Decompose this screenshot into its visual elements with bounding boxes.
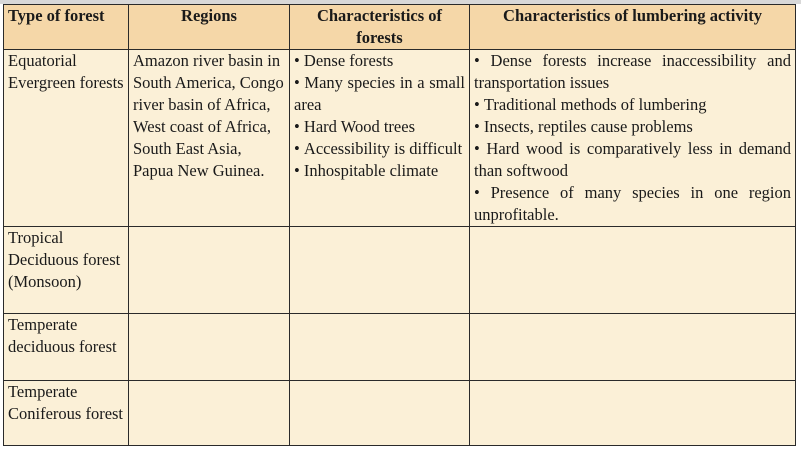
- regions-cell: [129, 50, 290, 227]
- lumbering-characteristics-list: [474, 50, 791, 226]
- table-row: [4, 381, 796, 446]
- list-item: • Presence of many species in one region unprofitable.: [474, 182, 791, 226]
- regions-cell: [129, 314, 290, 381]
- forest-characteristics-cell: [290, 381, 470, 446]
- forest-table: [3, 4, 796, 446]
- forest-type-name: Temperate Coniferous forest: [8, 382, 124, 423]
- forest-characteristics-cell: [290, 50, 470, 227]
- forest-type-cell: [4, 227, 129, 314]
- list-item: • Dense forests increase inaccessibility and transportation issues: [474, 50, 791, 94]
- lumbering-characteristics-cell: [470, 50, 796, 227]
- header-type-of-forest: Type of forest: [4, 5, 129, 50]
- regions-cell: [129, 381, 290, 446]
- regions-cell: [129, 227, 290, 314]
- header-regions: Regions: [129, 5, 290, 50]
- forest-type-name: Tropical Deciduous forest (Monsoon): [8, 228, 121, 291]
- forest-characteristics-cell: [290, 314, 470, 381]
- table-row: [4, 50, 796, 227]
- forest-characteristics-cell: [290, 227, 470, 314]
- table-row: [4, 227, 796, 314]
- lumbering-characteristics-cell: [470, 381, 796, 446]
- forest-type-cell: [4, 381, 129, 446]
- header-row: [4, 5, 796, 50]
- lumbering-characteristics-cell: [470, 314, 796, 381]
- forest-type-cell: [4, 50, 129, 227]
- forest-type-name: Temperate deciduous forest: [8, 315, 117, 356]
- forest-type-name: Equatorial Evergreen forests: [8, 51, 124, 92]
- list-item: • Hard wood is comparatively less in demand than softwood: [474, 138, 791, 182]
- header-lumbering-characteristics: Characteristics of lumbering activity: [470, 5, 796, 50]
- list-item: • Insects, reptiles cause problems: [474, 116, 791, 138]
- list-item: • Traditional methods of lumbering: [474, 94, 791, 116]
- list-item: • Accessibility is difficult: [294, 138, 465, 160]
- list-item: • Inhospitable climate: [294, 160, 465, 182]
- forest-characteristics-list: [294, 50, 465, 182]
- regions-text: Amazon river basin in South America, Congo river basin of Africa, West coast of Africa, South East Asia, Papua New Guinea.: [133, 51, 284, 180]
- list-item: • Many species in a small area: [294, 72, 465, 116]
- forest-type-cell: [4, 314, 129, 381]
- header-forest-characteristics: Characteristics of forests: [290, 5, 470, 50]
- list-item: • Hard Wood trees: [294, 116, 465, 138]
- table-row: [4, 314, 796, 381]
- list-item: • Dense forests: [294, 50, 465, 72]
- lumbering-characteristics-cell: [470, 227, 796, 314]
